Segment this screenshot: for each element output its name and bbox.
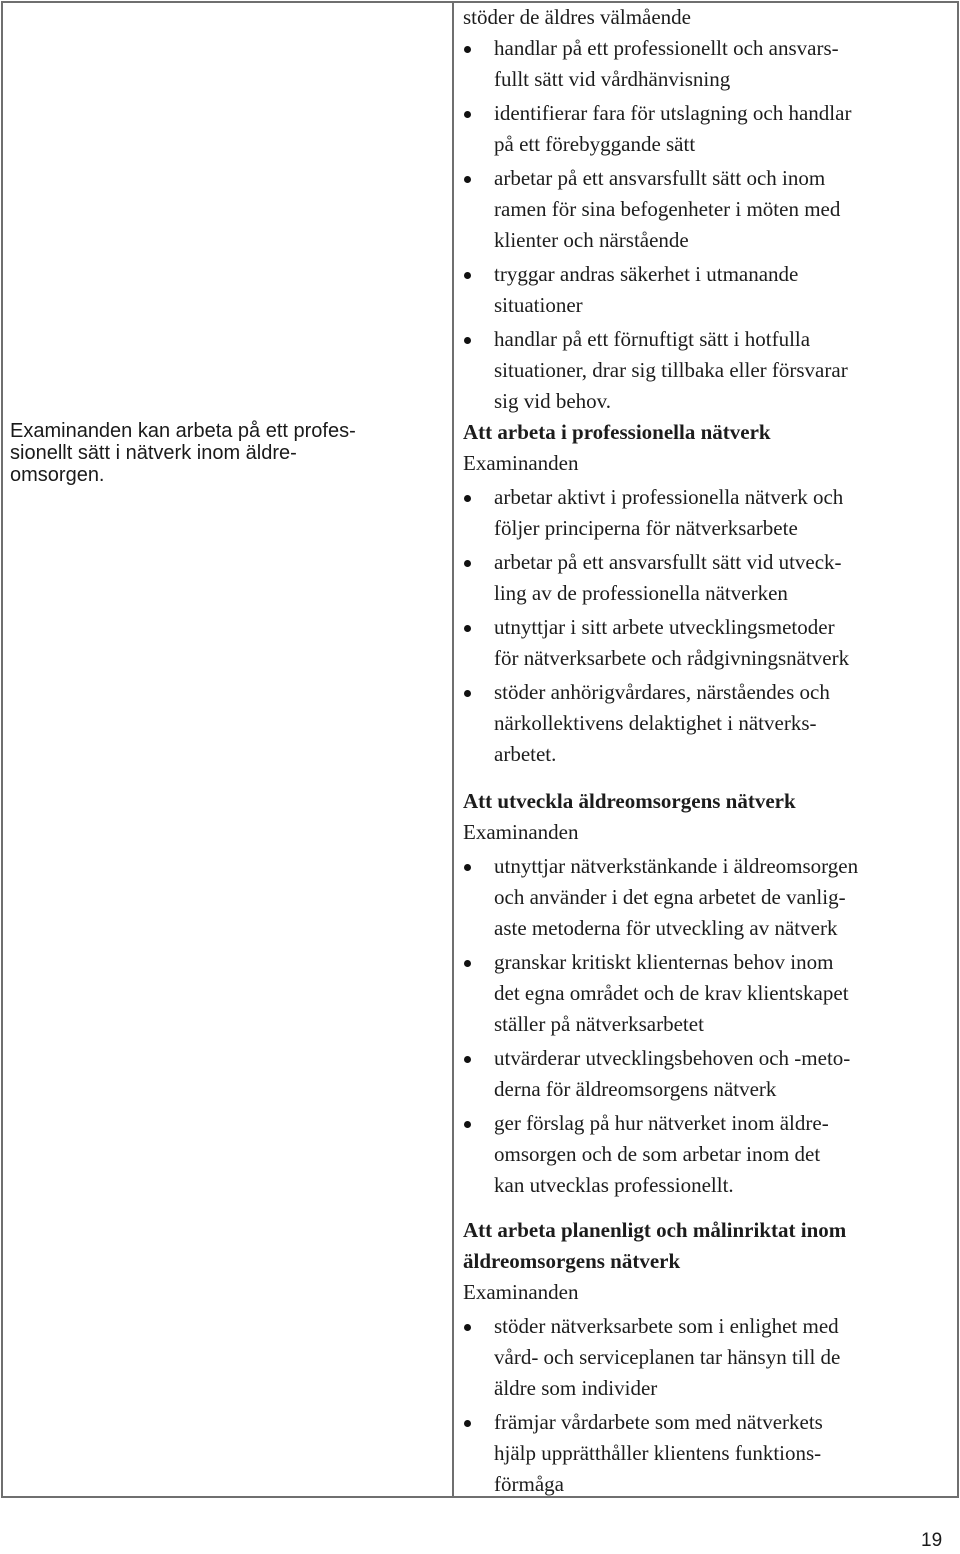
list-item-line: utnyttjar nätverkstänkande i äldreomsorgen xyxy=(494,854,859,878)
list-item-line: arbetet. xyxy=(494,742,557,766)
list-item-line: utnyttjar i sitt arbete utvecklingsmetoder xyxy=(494,615,835,639)
bullet-icon xyxy=(464,625,471,632)
left-line: Examinanden kan arbeta på ett profes- xyxy=(10,420,356,442)
list-item-line: aste metoderna för utveckling av nätverk xyxy=(494,916,838,940)
list-item-line: främjar vårdarbete som med nätverkets xyxy=(494,1410,823,1434)
section-develop-networks xyxy=(463,786,953,1204)
section-heading: Att arbeta i professionella nätverk xyxy=(463,420,771,444)
continuation-block xyxy=(463,2,953,420)
list-item-line: på ett förebyggande sätt xyxy=(494,132,696,156)
list-item xyxy=(463,259,953,321)
table-border-right xyxy=(957,1,959,1498)
bullet-icon xyxy=(464,1056,471,1063)
list-item xyxy=(463,482,953,544)
list-item-line: identifierar fara för utslagning och handlar xyxy=(494,101,852,125)
bullet-icon xyxy=(464,176,471,183)
list-item-line: tryggar andras säkerhet i utmanande xyxy=(494,262,799,286)
continuation-list xyxy=(463,33,953,417)
section-subject: Examinanden xyxy=(463,451,579,475)
section-professional-networks xyxy=(463,417,953,773)
list-item-line: handlar på ett förnuftigt sätt i hotfulla xyxy=(494,327,811,351)
bullet-icon xyxy=(464,1420,471,1427)
list-item-line: äldre som individer xyxy=(494,1376,658,1400)
section-list xyxy=(463,851,953,1201)
list-item xyxy=(463,947,953,1040)
bullet-icon xyxy=(464,690,471,697)
list-item-line: närkollektivens delaktighet i nätverks- xyxy=(494,711,817,735)
list-item-line: stöder nätverksarbete som i enlighet med xyxy=(494,1314,839,1338)
list-item xyxy=(463,677,953,770)
bullet-icon xyxy=(464,111,471,118)
list-item-line: arbetar på ett ansvarsfullt sätt vid utveck- xyxy=(494,550,842,574)
list-item-line: det egna området och de krav klientskapet xyxy=(494,981,849,1005)
list-item xyxy=(463,33,953,95)
section-planned-work xyxy=(463,1215,953,1503)
list-item-line: arbetar på ett ansvarsfullt sätt och inom xyxy=(494,166,826,190)
list-item-line: följer principerna för nätverksarbete xyxy=(494,516,798,540)
section-list xyxy=(463,482,953,770)
section-heading: Att utveckla äldreomsorgens nätverk xyxy=(463,789,796,813)
list-item-line: och använder i det egna arbetet de vanlig- xyxy=(494,885,846,909)
list-item xyxy=(463,1407,953,1500)
list-item-line: omsorgen och de som arbetar inom det xyxy=(494,1142,821,1166)
column-divider xyxy=(452,1,454,1498)
list-item-line: arbetar aktivt i professionella nätverk och xyxy=(494,485,844,509)
bullet-icon xyxy=(464,337,471,344)
list-item-line: fullt sätt vid vårdhänvisning xyxy=(494,67,731,91)
list-item-line: situationer xyxy=(494,293,583,317)
list-item-line: stöder anhörigvårdares, närståendes och xyxy=(494,680,830,704)
list-item-line: ställer på nätverksarbetet xyxy=(494,1012,704,1036)
bullet-icon xyxy=(464,864,471,871)
bullet-icon xyxy=(464,46,471,53)
list-item-line: ramen för sina befogenheter i möten med xyxy=(494,197,841,221)
list-item-line: handlar på ett professionellt och ansvars- xyxy=(494,36,839,60)
table-border-left xyxy=(1,1,3,1498)
list-item-line: derna för äldreomsorgens nätverk xyxy=(494,1077,777,1101)
list-item-line: granskar kritiskt klienternas behov inom xyxy=(494,950,834,974)
section-subject: Examinanden xyxy=(463,820,579,844)
bullet-icon xyxy=(464,272,471,279)
left-line: omsorgen. xyxy=(10,464,105,486)
list-item-line: förmåga xyxy=(494,1472,564,1496)
list-item-line: ger förslag på hur nätverket inom äldre- xyxy=(494,1111,829,1135)
section-heading: äldreomsorgens nätverk xyxy=(463,1249,681,1273)
section-subject: Examinanden xyxy=(463,1280,579,1304)
list-item-line: kan utvecklas professionellt. xyxy=(494,1173,734,1197)
list-item-line: ling av de professionella nätverken xyxy=(494,581,788,605)
section-list xyxy=(463,1311,953,1500)
list-item xyxy=(463,98,953,160)
list-item xyxy=(463,851,953,944)
list-item xyxy=(463,1311,953,1404)
list-item xyxy=(463,547,953,609)
list-item xyxy=(463,1043,953,1105)
list-item-line: sig vid behov. xyxy=(494,389,612,413)
list-item-line: utvärderar utvecklingsbehoven och -meto- xyxy=(494,1046,851,1070)
left-cell-text xyxy=(10,420,440,486)
left-line: sionellt sätt i nätverk inom äldre- xyxy=(10,442,297,464)
list-item xyxy=(463,324,953,417)
section-heading: Att arbeta planenligt och målinriktat inom xyxy=(463,1218,847,1242)
bullet-icon xyxy=(464,960,471,967)
list-item-line: vård- och serviceplanen tar hänsyn till de xyxy=(494,1345,841,1369)
list-item xyxy=(463,163,953,256)
list-item-line: för nätverksarbete och rådgivningsnätverk xyxy=(494,646,850,670)
bullet-icon xyxy=(464,1324,471,1331)
continuation-first-line: stöder de äldres välmående xyxy=(463,5,691,29)
bullet-icon xyxy=(464,1121,471,1128)
bullet-icon xyxy=(464,560,471,567)
list-item-line: hjälp upprätthåller klientens funktions- xyxy=(494,1441,822,1465)
list-item xyxy=(463,1108,953,1201)
bullet-icon xyxy=(464,495,471,502)
list-item xyxy=(463,612,953,674)
list-item-line: situationer, drar sig tillbaka eller försvarar xyxy=(494,358,848,382)
page-number: 19 xyxy=(921,1530,943,1551)
list-item-line: klienter och närstående xyxy=(494,228,689,252)
